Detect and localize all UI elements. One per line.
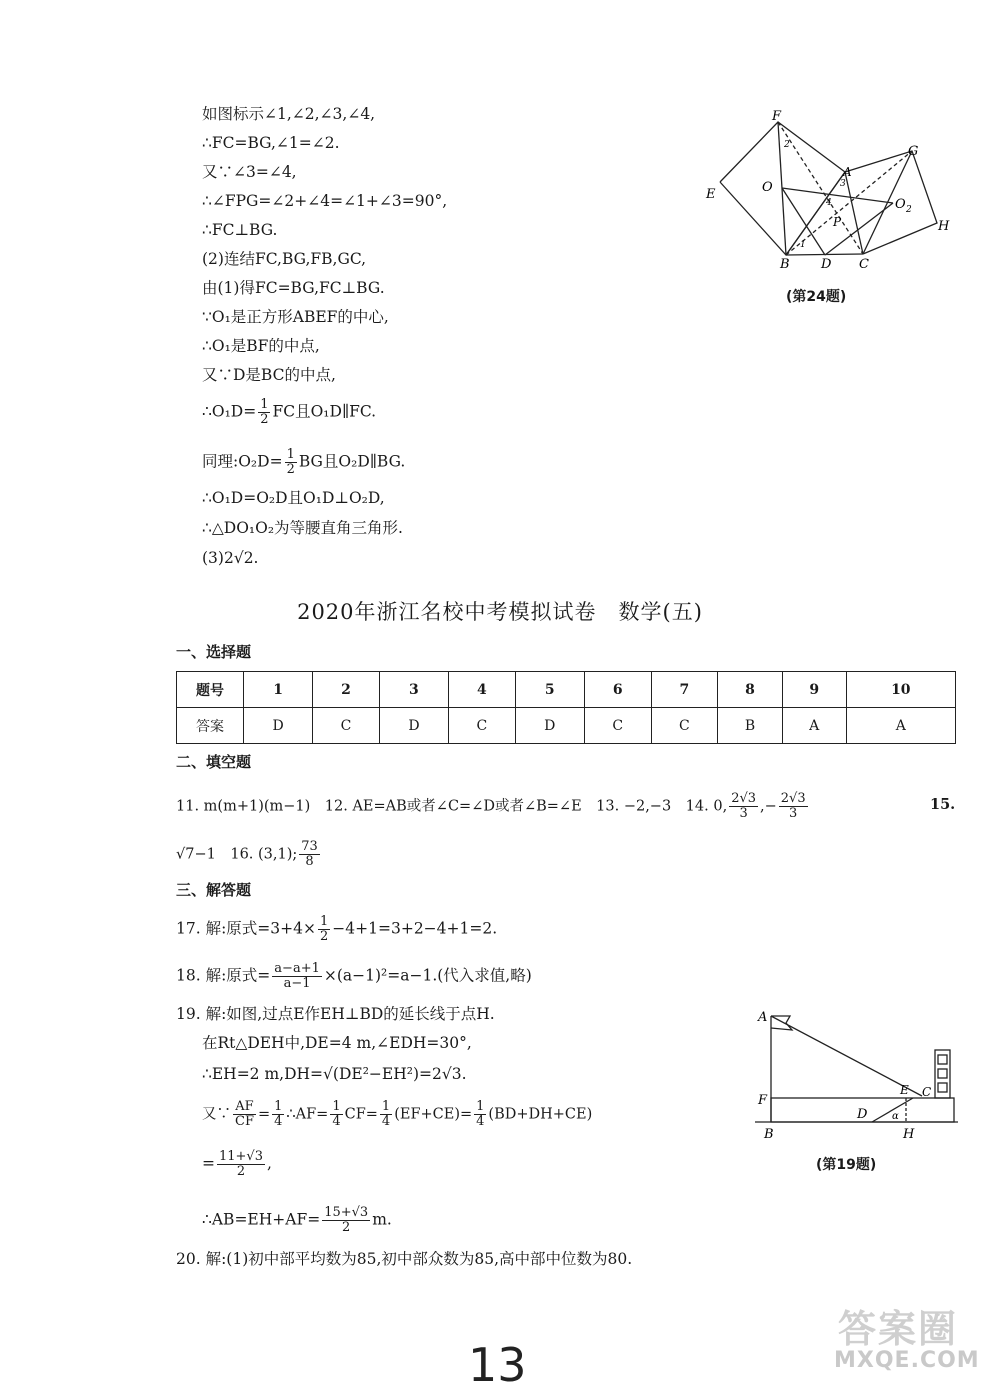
q19-line-2: 在Rt△DEH中,DE=4 m,∠EDH=30°, [202,1034,472,1052]
label-H: H [938,219,950,234]
watermark-text: 答案圈 [838,1307,959,1351]
table-row [177,708,956,744]
figure-24 [700,104,960,274]
solution-line: ∴O₁D=O₂D且O₁D⊥O₂D, [202,489,385,507]
solution-line: ∴O₁是BF的中点, [202,337,320,355]
label-alpha: α [892,1111,899,1122]
table-cell: 4 [449,672,516,708]
angle-2: 2 [784,140,790,150]
label-C19: C [922,1085,932,1099]
label-P: P [833,215,842,229]
q19-line-5: = $\frac{11+√3}{2}$ , [202,1149,272,1179]
figure-19-caption: (第19题) [816,1157,877,1173]
angle-1: 1 [800,240,806,250]
q19-line-4: 又∵ $\frac{AF}{CF}$ = $\frac{1}{4}$ ∴AF= $\frac{1}{4}$ CF= $\frac{1}{4}$ (EF+CE)= $\frac{1}{4}$ (BD+DH+CE) [202,1099,593,1129]
figure-19 [750,1004,965,1144]
table-cell: D [379,708,448,744]
solution-line: ∴△DO₁O₂为等腰直角三角形. [202,519,403,537]
label-F: F [772,109,782,124]
table-cell: D [515,708,584,744]
table-row [177,672,956,708]
table-cell: C [584,708,651,744]
table-cell: 9 [782,672,846,708]
label-G: G [908,144,919,159]
section-fill: 二、填空题 [176,753,252,771]
solution-line: 又∵D是BC的中点, [202,366,336,384]
q19-line-1: 19. 解:如图,过点E作EH⊥BD的延长线于点H. [176,1005,495,1023]
o2d-line: 同理:O₂D= $\frac{1}{2}$ BG且O₂D∥BG. [202,447,406,477]
label-E: E [706,187,716,202]
label-C: C [859,257,869,272]
page-title: 2020年浙江名校中考模拟试卷 数学(五) [297,600,703,624]
q17-line: 17. 解:原式=3+4× $\frac{1}{2}$ −4+1=3+2−4+1=2. [176,914,498,944]
table-cell: 2 [313,672,380,708]
table-cell: 1 [244,672,313,708]
table-cell: D [244,708,313,744]
table-cell: 6 [584,672,651,708]
table-cell: 8 [718,672,783,708]
watermark-logo [826,1298,986,1384]
fill-line-2: √7−1 16. (3,1); $\frac{73}{8}$ [176,839,318,869]
table-cell: C [313,708,380,744]
table-cell: 5 [515,672,584,708]
table-cell: 10 [846,672,955,708]
angle-4: 4 [826,198,832,208]
label-B: B [780,257,790,272]
table-cell: A [782,708,846,744]
solution-line: (2)连结FC,BG,FB,GC, [202,250,367,268]
solution-line: 如图标示∠1,∠2,∠3,∠4, [202,105,376,123]
solution-line: ∴FC⊥BG. [202,221,278,239]
solution-line: ∴FC=BG,∠1=∠2. [202,134,340,152]
label-O2: O [895,197,906,212]
table-cell: C [651,708,718,744]
solution-line: (3)2√2. [202,549,259,567]
angle-3: 3 [840,179,846,189]
q19-line-3: ∴EH=2 m,DH=√(DE²−EH²)=2√3. [202,1065,467,1083]
figure-24-caption: (第24题) [786,289,847,305]
label-O: O [762,180,773,195]
label-E19: E [900,1083,909,1097]
table-cell: 题号 [177,672,244,708]
table-cell: 7 [651,672,718,708]
solution-line: ∴∠FPG=∠2+∠4=∠1+∠3=90°, [202,192,448,210]
section-solve: 三、解答题 [176,881,252,899]
q18-line: 18. 解:原式= $\frac{a-a+1}{a-1}$ ×(a−1)²=a−1.(代入求值,略) [176,961,532,991]
label-A19: A [758,1010,768,1025]
label-A: A [843,165,852,179]
fill-q15-number: 15. [930,796,956,813]
table-cell: B [718,708,783,744]
label-F19: F [758,1093,768,1108]
q19-line-6: ∴AB=EH+AF= $\frac{15+√3}{2}$ m. [202,1205,392,1235]
label-H19: H [903,1127,915,1142]
solution-line: ∵O₁是正方形ABEF的中心, [202,308,389,326]
label-O2-sub: 2 [906,205,912,215]
table-cell: C [449,708,516,744]
o1d-line: ∴O₁D= $\frac{1}{2}$ FC且O₁D∥FC. [202,397,377,427]
page-number: 13 [468,1338,527,1392]
watermark-url: MXQE.COM [834,1348,980,1373]
label-D19: D [857,1107,868,1122]
solution-line: 又∵∠3=∠4, [202,163,297,181]
table-cell: 3 [379,672,448,708]
label-D: D [821,257,832,272]
solution-line: 由(1)得FC=BG,FC⊥BG. [202,279,385,297]
answer-table [176,671,956,744]
table-cell: A [846,708,955,744]
table-cell: 答案 [177,708,244,744]
label-B19: B [764,1127,774,1142]
q20-line: 20. 解:(1)初中部平均数为85,初中部众数为85,高中部中位数为80. [176,1250,633,1268]
section-choice: 一、选择题 [176,643,252,661]
fill-line-1: 11. m(m+1)(m−1) 12. AE=AB或者∠C=∠D或者∠B=∠E 13. −2,−3 14. 0, $\frac{2√3}{3}$ ,− $\frac{2√3}{3}$ [176,791,806,821]
